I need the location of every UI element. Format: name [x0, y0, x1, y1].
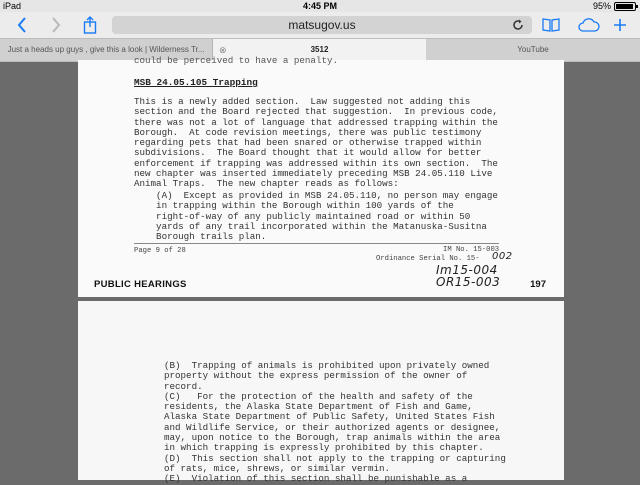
document-page [78, 55, 564, 297]
reload-icon[interactable] [510, 12, 526, 38]
handwritten-or: OR15-003 [436, 275, 501, 289]
clock: 4:45 PM [302, 1, 337, 11]
close-tab-icon[interactable]: ⊗ [219, 45, 227, 55]
device-label: iPad [3, 1, 22, 11]
status-bar [0, 0, 640, 12]
subsection-a: (A) Except as provided in MSB 24.05.110, no person may engage in trapping within the Borough within 100 yards of the right-of-way of any publicly maintained road or within 50 yards of any trail incorporated within the Matanuska-Susitna Borough trails plan. [156, 190, 498, 243]
tab-label: YouTube [517, 45, 549, 54]
battery-icon [614, 2, 636, 11]
tab-label: Just a heads up guys , give this a look | Wilderness Tr... [7, 45, 205, 54]
back-icon[interactable] [12, 12, 32, 38]
url-text: matsugov.us [288, 18, 356, 32]
page-label: Page 9 of 28 [134, 247, 186, 255]
address-bar[interactable] [112, 16, 532, 34]
tab-youtube[interactable] [426, 39, 640, 61]
section-title: PUBLIC HEARINGS [94, 279, 187, 290]
section-heading: MSB 24.05.105 Trapping [134, 77, 258, 88]
cutoff-line: could be perceived to have a penalty. [134, 55, 338, 66]
page-number: 197 [530, 279, 546, 290]
icloud-tabs-icon[interactable] [576, 12, 602, 38]
share-icon[interactable] [80, 12, 100, 38]
ordinance-serial: Ordinance Serial No. 15- [376, 255, 480, 263]
tab-label: 3512 [310, 45, 329, 54]
handwritten-im: Im15-004 [436, 263, 498, 277]
bookmarks-icon[interactable] [540, 12, 562, 38]
document-page-2 [78, 301, 564, 485]
forward-icon[interactable] [46, 12, 66, 38]
section-paragraph: This is a newly added section. Law suggested not adding this section and the Board rejected that suggestion. In previous code, there was not a lot of language that addressed trapping within the Borough. At code revision meetings, there was public testimony regarding pets that had been snared or otherwise trapped within subdivisions. The Board thought that it would allow for better enforcement if trapping was addressed within its own section. The new chapter was inserted immediately preceding MSB 24.05.110 Live Animal Traps. The new chapter reads as follows: [134, 96, 498, 190]
battery-percent: 95% [592, 1, 611, 11]
new-tab-icon[interactable] [610, 12, 630, 38]
im-number: IM No. 15-003 [443, 246, 500, 254]
subsections-b-e: (B) Trapping of animals is prohibited upon privately owned property without the express permission of the owner of record. (C) For the protection of the health and safety of the residents, the Alaska State Department of Fish and Game, Alaska State Department of Public Safety, United States Fish and Wildlife Service, or their authorized agents or designee, may, upon notice to the Borough, trap animals within the area in which trapping is expressly prohibited by this chapter. (D) This section shall not apply to the trapping or capturing of rats, mice, shrews, or similar vermin. (E) Violation of this section shall be punishable as a [164, 360, 506, 485]
battery-indicator [593, 0, 636, 12]
handwritten-serial: 002 [492, 251, 513, 262]
browser-toolbar [0, 12, 640, 38]
footer-rule [134, 243, 499, 244]
